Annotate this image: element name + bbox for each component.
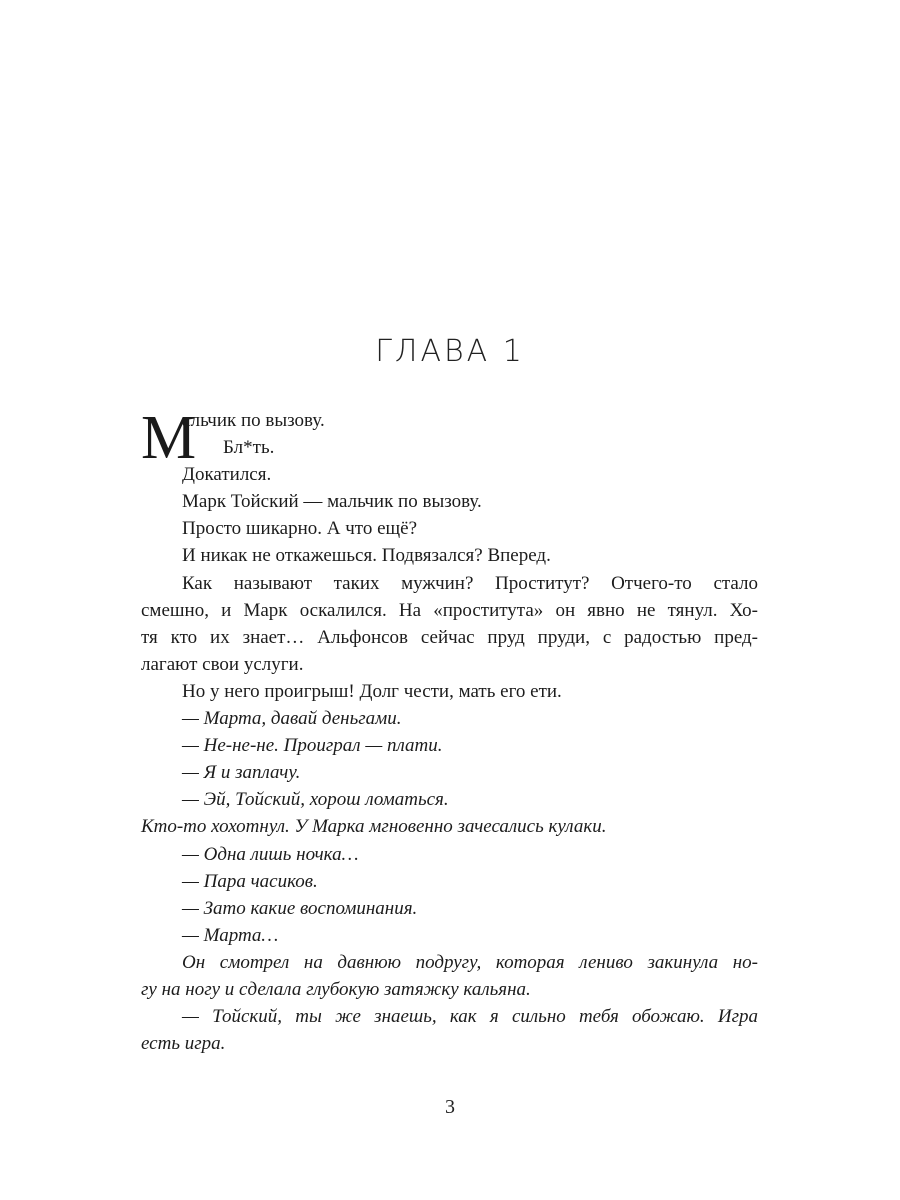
dialogue-line: — Пара часиков. <box>182 870 318 892</box>
chapter-body <box>141 404 758 1057</box>
text-line: Бл*ть. <box>223 437 275 459</box>
dialogue-line: — Марта… <box>182 924 279 946</box>
dialogue-line: есть игра. <box>141 1033 226 1055</box>
text-line: смешно, и Марк оскалился. На «проститута» он явно не тянул. Хо- <box>141 599 758 621</box>
text-line: Он смотрел на давнюю подругу, которая лениво закинула но- <box>182 951 758 973</box>
dialogue-line: — Тойский, ты же знаешь, как я сильно тебя обожаю. Игра <box>182 1006 758 1028</box>
dialogue-line: — Одна лишь ночка… <box>182 843 359 865</box>
dialogue-line: — Эй, Тойский, хорош ломаться. <box>182 789 449 811</box>
dialogue-line: — Не-не-не. Проиграл — плати. <box>182 735 443 757</box>
dialogue-line: — Я и заплачу. <box>182 762 301 784</box>
text-line: Докатился. <box>182 464 272 486</box>
page-number: 3 <box>445 1096 455 1118</box>
text-line: И никак не откажешься. Подвязался? Вперед. <box>182 545 551 567</box>
drop-cap: М <box>141 404 197 472</box>
text-line: Как называют таких мужчин? Проститут? Отчего-то стало <box>182 572 758 594</box>
text-line: гу на ногу и сделала глубокую затяжку кальяна. <box>141 978 531 1000</box>
text-line: Марк Тойский — мальчик по вызову. <box>182 491 482 513</box>
dialogue-line: — Марта, давай деньгами. <box>182 708 402 730</box>
text-line: лагают свои услуги. <box>141 653 304 675</box>
dialogue-line: — Зато какие воспоминания. <box>182 897 418 919</box>
text-line: тя кто их знает… Альфонсов сейчас пруд пруди, с радостью пред- <box>141 626 758 648</box>
text-line: Кто-то хохотнул. У Марка мгновенно зачесались кулаки. <box>141 816 607 838</box>
text-line: Но у него проигрыш! Долг чести, мать его ети. <box>182 680 562 702</box>
text-line: альчик по вызову. <box>182 410 325 431</box>
text-line: Просто шикарно. А что ещё? <box>182 518 418 540</box>
chapter-title: ГЛАВА 1 <box>375 334 525 369</box>
